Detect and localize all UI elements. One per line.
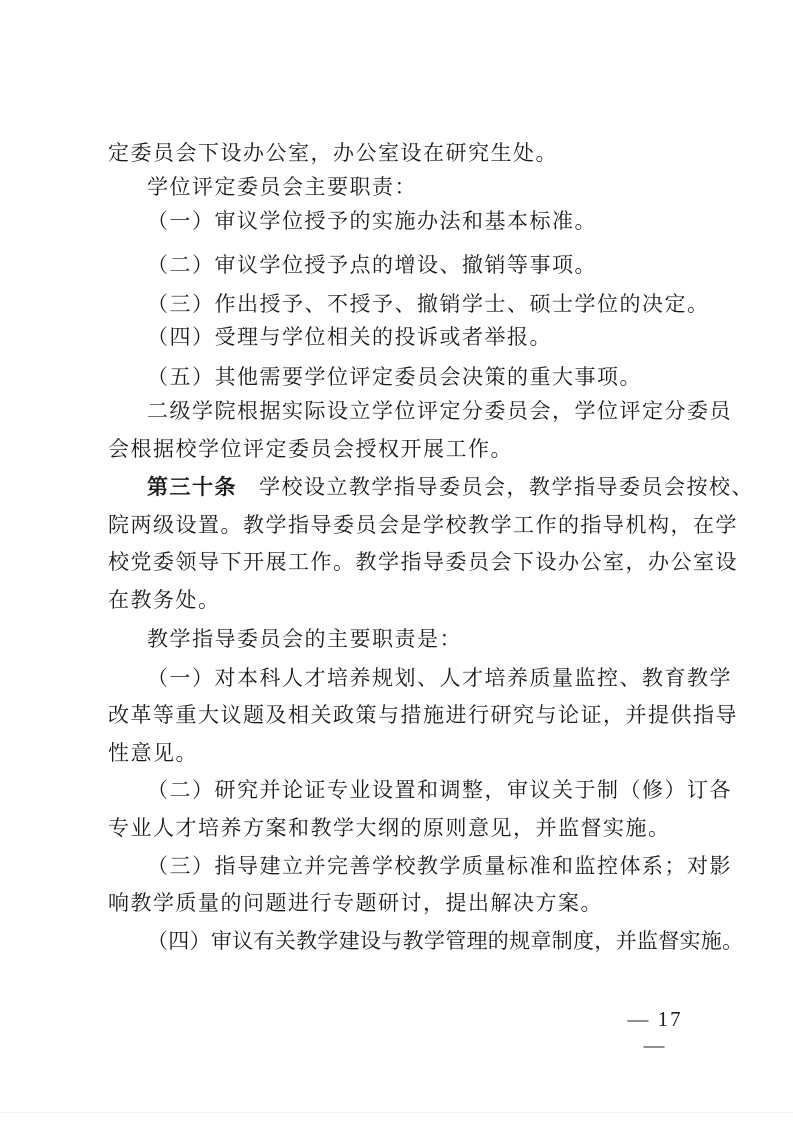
paragraph-line: 在教务处。 xyxy=(108,588,221,612)
scan-edge-divider xyxy=(0,1112,793,1113)
paragraph-line: 学位评定委员会主要职责： xyxy=(147,175,417,199)
page-number: — 17 — xyxy=(627,1007,683,1057)
paragraph-line: 改革等重大议题及相关政策与措施进行研究与论证，并提供指导 xyxy=(108,703,738,727)
list-item: （四）审议有关教学建设与教学管理的规章制度，并监督实施。 xyxy=(147,929,744,953)
list-item: （三）作出授予、不授予、撤销学士、硕士学位的决定。 xyxy=(147,292,710,316)
paragraph-line: 教学指导委员会的主要职责是： xyxy=(147,627,462,651)
list-item: （五）其他需要学位评定委员会决策的重大事项。 xyxy=(147,365,642,389)
list-item: （一）对本科人才培养规划、人才培养质量监控、教育教学 xyxy=(147,666,732,690)
list-item: （二）审议学位授予点的增设、撤销等事项。 xyxy=(147,253,597,277)
list-item: （四）受理与学位相关的投诉或者举报。 xyxy=(147,325,552,349)
paragraph-line: 院两级设置。教学指导委员会是学校教学工作的指导机构，在学 xyxy=(108,513,738,537)
paragraph-line: 性意见。 xyxy=(108,741,198,765)
list-item: （一）审议学位授予的实施办法和基本标准。 xyxy=(147,209,597,233)
paragraph-line: 会根据校学位评定委员会授权开展工作。 xyxy=(108,437,513,461)
paragraph-line: 定委员会下设办公室，办公室设在研究生处。 xyxy=(108,141,558,165)
paragraph-line: 校党委领导下开展工作。教学指导委员会下设办公室，办公室设 xyxy=(108,550,738,574)
article-text: 学校设立教学指导委员会，教学指导委员会按校、 xyxy=(259,475,754,499)
paragraph-line: 专业人才培养方案和教学大纲的原则意见，并监督实施。 xyxy=(108,816,671,840)
list-item: （二）研究并论证专业设置和调整，审议关于制（修）订各 xyxy=(147,778,732,802)
paragraph-line: 二级学院根据实际设立学位评定分委员会，学位评定分委员 xyxy=(147,399,732,423)
article-title: 第三十条 xyxy=(147,475,237,499)
article-line xyxy=(147,474,754,500)
paragraph-line: 响教学质量的问题进行专题研讨，提出解决方案。 xyxy=(108,891,603,915)
list-item: （三）指导建立并完善学校教学质量标准和监控体系；对影 xyxy=(147,854,732,878)
